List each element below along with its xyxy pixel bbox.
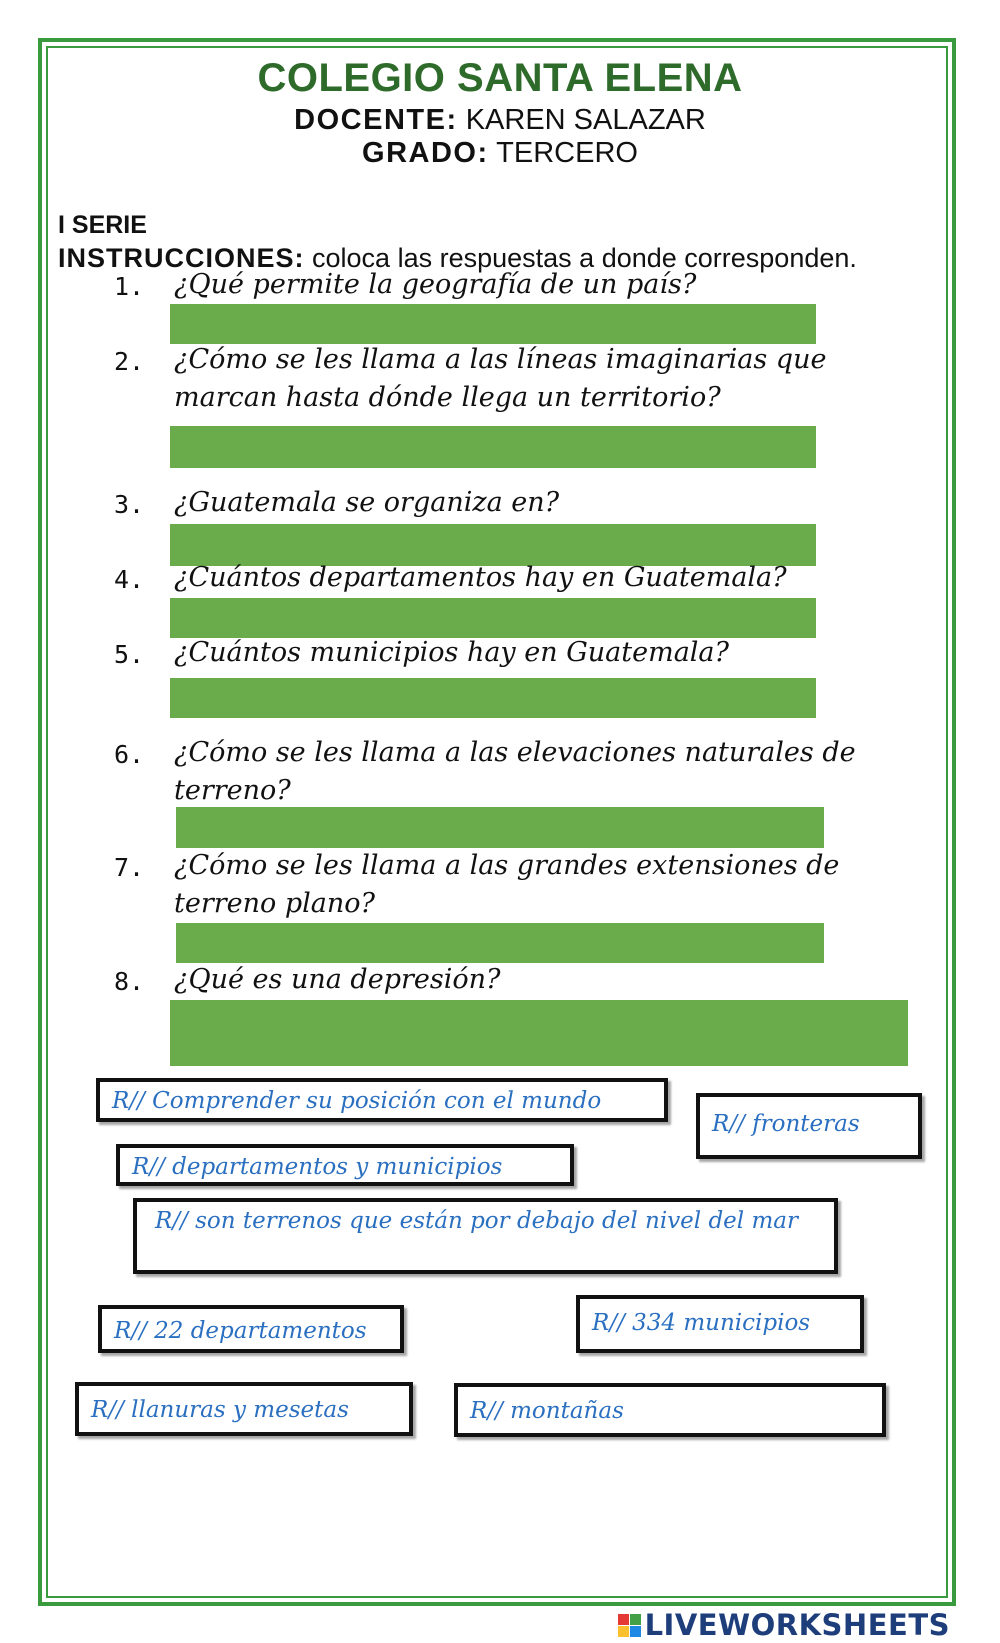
- question-number: 2.: [114, 347, 145, 376]
- question-text: ¿Qué es una depresión?: [174, 964, 501, 995]
- brand-logo-square: [618, 1626, 629, 1637]
- question-number: 8.: [114, 967, 145, 996]
- answer-card-posicion[interactable]: R// Comprender su posición con el mundo: [96, 1078, 668, 1122]
- question-number: 4.: [114, 565, 145, 594]
- grade-value: TERCERO: [496, 137, 638, 169]
- answer-card-montanas[interactable]: R// montañas: [454, 1383, 886, 1437]
- question-text: ¿Cuántos departamentos hay en Guatemala?: [174, 562, 787, 593]
- answer-card-llanuras-mesetas[interactable]: R// llanuras y mesetas: [75, 1382, 413, 1436]
- liveworksheets-brand: [618, 1608, 950, 1642]
- grade-label: GRADO:: [362, 137, 489, 169]
- answer-drop-slot-2[interactable]: [170, 426, 816, 468]
- school-title: COLEGIO SANTA ELENA: [257, 56, 743, 100]
- brand-text: LIVEWORKSHEETS: [644, 1608, 950, 1642]
- answer-card-334-municipios[interactable]: R// 334 municipios: [576, 1295, 864, 1353]
- question-text: ¿Cómo se les llama a las elevaciones naturales de terreno?: [174, 737, 856, 806]
- answer-drop-slot-4[interactable]: [170, 598, 816, 638]
- answer-drop-slot-5[interactable]: [170, 678, 816, 718]
- brand-logo-square: [630, 1614, 641, 1625]
- answer-drop-slot-1[interactable]: [170, 304, 816, 344]
- brand-logo-square: [630, 1626, 641, 1637]
- question-number: 5.: [114, 640, 145, 669]
- question-text: ¿Cómo se les llama a las líneas imaginarias que marcan hasta dónde llega un territorio?: [174, 344, 827, 413]
- grade-line: [0, 137, 1000, 170]
- question-text: ¿Cuántos municipios hay en Guatemala?: [174, 637, 730, 668]
- answer-drop-slot-7[interactable]: [176, 923, 824, 963]
- brand-logo-square: [618, 1614, 629, 1625]
- answer-drop-slot-8[interactable]: [170, 1000, 908, 1066]
- brand-logo-icon: [618, 1614, 641, 1637]
- question-number: 7.: [114, 853, 145, 882]
- question-number: 3.: [114, 490, 145, 519]
- instructions-text: coloca las respuestas a donde corresponden.: [312, 243, 857, 273]
- question-text: ¿Guatemala se organiza en?: [174, 487, 560, 518]
- teacher-name: KAREN SALAZAR: [465, 104, 706, 136]
- section-title: I SERIE: [58, 211, 147, 239]
- answer-card-fronteras[interactable]: R// fronteras: [696, 1093, 922, 1159]
- question-number: 6.: [114, 740, 145, 769]
- answer-card-22-departamentos[interactable]: R// 22 departamentos: [98, 1305, 404, 1353]
- question-text: ¿Qué permite la geografía de un país?: [174, 269, 697, 300]
- question-number: 1.: [114, 272, 145, 301]
- answer-card-depresion[interactable]: R// son terrenos que están por debajo del nivel del mar: [133, 1198, 838, 1274]
- instructions-label: INSTRUCCIONES:: [58, 243, 305, 273]
- teacher-line: [0, 104, 1000, 137]
- question-text: ¿Cómo se les llama a las grandes extensiones de terreno plano?: [174, 850, 840, 919]
- answer-card-departamentos-municipios[interactable]: R// departamentos y municipios: [116, 1144, 574, 1186]
- answer-drop-slot-6[interactable]: [176, 807, 824, 848]
- teacher-label: DOCENTE:: [294, 104, 458, 136]
